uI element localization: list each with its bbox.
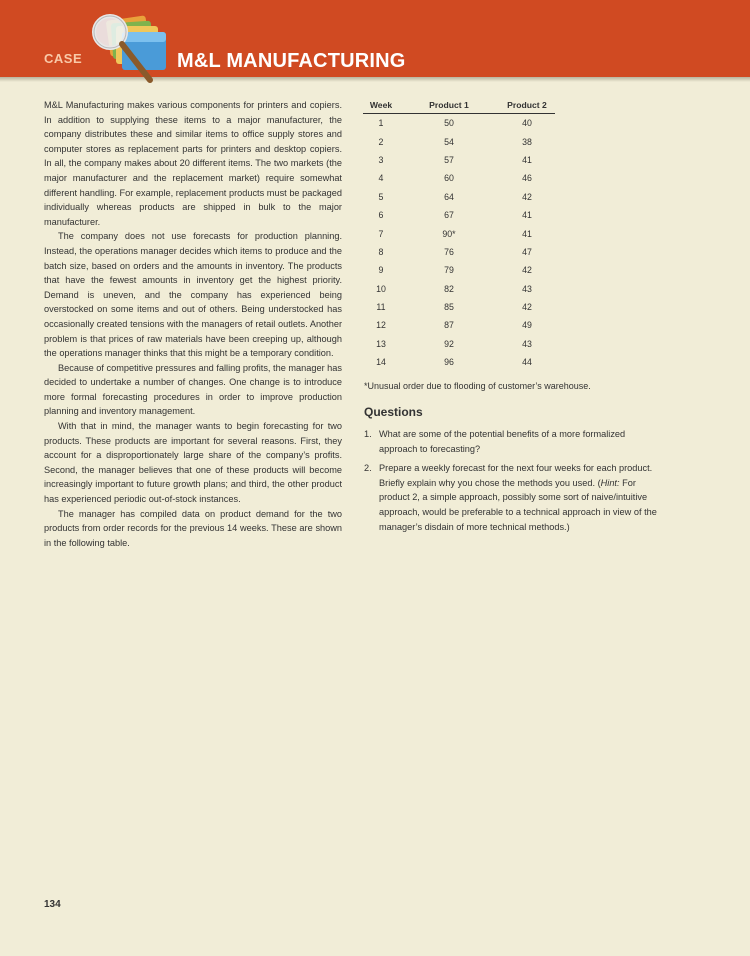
cell-product-2: 46 [522,173,532,184]
cell-product-2: 42 [522,302,532,313]
cell-week: 6 [378,210,384,221]
table-row [363,353,555,371]
hint-label: Hint: [600,477,620,488]
cell-week: 5 [378,191,384,202]
table-row [363,261,555,279]
table-row [363,224,555,242]
cell-product-2: 42 [522,265,532,276]
hint-text: For product 2, a simple approach, possibly some sort of naive/intuitive approach, would be preferable to a technical approach in view of the manager’s disdain of more technical methods.) [379,477,657,532]
cell-week: 10 [376,283,386,294]
table-row [363,114,555,133]
table-row [363,206,555,224]
cell-product-1: 82 [444,283,454,294]
body-paragraph: The company does not use forecasts for production planning. Instead, the operations manager decides which items to produce and the batch size, based on orders and the amounts in inventory. The products that have the fewest amounts in inventory get the highest priority. Demand is uneven, and the company has experienced being overstocked on some items and out of others. Being understocked has occasionally created tensions with the managers of retail outlets. Another problem is that prices of raw materials have been creeping up, although the operations manager thinks that this might be a temporary condition. [44,231,342,359]
table-row [363,169,555,187]
cell-week: 3 [378,154,384,165]
question-number: 2. [364,463,372,474]
cell-product-2: 41 [522,154,532,165]
cell-product-2: 38 [522,136,532,147]
table-row [363,132,555,150]
cell-week: 12 [376,320,386,331]
cell-product-2: 42 [522,191,532,202]
cell-product-1: 54 [444,136,454,147]
cell-product-1: 96 [444,357,454,368]
cell-product-2: 41 [522,210,532,221]
column-header-product-2: Product 2 [499,98,555,114]
body-paragraph: The manager has compiled data on product demand for the two products from order records for the previous 14 weeks. These are shown in the following table. [44,508,342,548]
cell-product-1: 79 [444,265,454,276]
cell-week: 2 [378,136,384,147]
cell-product-1: 87 [444,320,454,331]
cell-product-1: 50 [444,118,454,129]
table-footnote: *Unusual order due to flooding of customer’s warehouse. [364,381,591,391]
table-row [363,280,555,298]
body-paragraph: M&L Manufacturing makes various components for printers and copiers. In addition to supplying these items to a major manufacturer, the company distributes these and similar items to office supply stores and computer stores as replacement parts for printers and desktop copiers. In all, the company makes about 20 different items. The two markets (the major manufacturer and the replacement market) require somewhat different handling. For example, replacement products must be packaged individually whereas products are shipped in bulk to the major manufacturer. [44,100,342,227]
cell-week: 4 [378,173,384,184]
cell-product-1: 85 [444,302,454,313]
case-body [44,98,342,550]
questions-heading: Questions [364,405,423,419]
cell-week: 13 [376,338,386,349]
cell-product-2: 40 [522,118,532,129]
cell-week: 7 [378,228,384,239]
cell-product-1: 90* [442,228,456,239]
body-paragraph: Because of competitive pressures and falling profits, the manager has decided to undertake a number of changes. One change is to introduce more formal forecasting procedures in order to improve production planning and inventory management. [44,362,342,417]
cell-product-2: 47 [522,246,532,257]
cell-product-1: 76 [444,246,454,257]
table-body [363,114,555,372]
questions-list [364,427,664,539]
question-text: Prepare a weekly forecast for the next four weeks for each product. Briefly explain why you chose the methods you used. ( [379,463,653,488]
page-number: 134 [44,899,61,910]
folder-magnifier-icon [88,8,174,88]
column-header-product-1: Product 1 [399,98,499,114]
question-item [364,427,664,456]
table-row [363,188,555,206]
cell-week: 1 [378,118,384,129]
column-header-week: Week [363,98,399,114]
demand-table [363,98,555,371]
table-header-row [363,98,555,114]
question-number: 1. [364,429,372,439]
cell-product-1: 92 [444,338,454,349]
case-label: CASE [44,51,83,66]
cell-week: 8 [378,246,384,257]
case-title: M&L MANUFACTURING [177,50,406,72]
table-row [363,243,555,261]
cell-product-1: 57 [444,154,454,165]
cell-week: 14 [376,357,386,368]
cell-product-1: 60 [444,173,454,184]
cell-product-2: 41 [522,228,532,239]
table-row [363,298,555,316]
cell-product-2: 44 [522,357,532,368]
cell-product-2: 49 [522,320,532,331]
body-paragraph: With that in mind, the manager wants to begin forecasting for two products. These products are important for several reasons. First, they account for a disproportionately large share of the company’s profits. Second, the manager believes that one of these products will become increasingly important to future growth plans; and third, the other product has experienced periodic out-of-stock instances. [44,421,342,505]
cell-product-2: 43 [522,283,532,294]
table-row [363,316,555,334]
question-item [364,461,664,534]
table-row [363,335,555,353]
cell-week: 9 [378,265,384,276]
cell-product-1: 67 [444,210,454,221]
cell-week: 11 [376,302,386,313]
cell-product-2: 43 [522,338,532,349]
table-row [363,151,555,169]
cell-product-1: 64 [444,191,454,202]
question-text: What are some of the potential benefits of a more formalized approach to forecasting? [379,429,626,454]
